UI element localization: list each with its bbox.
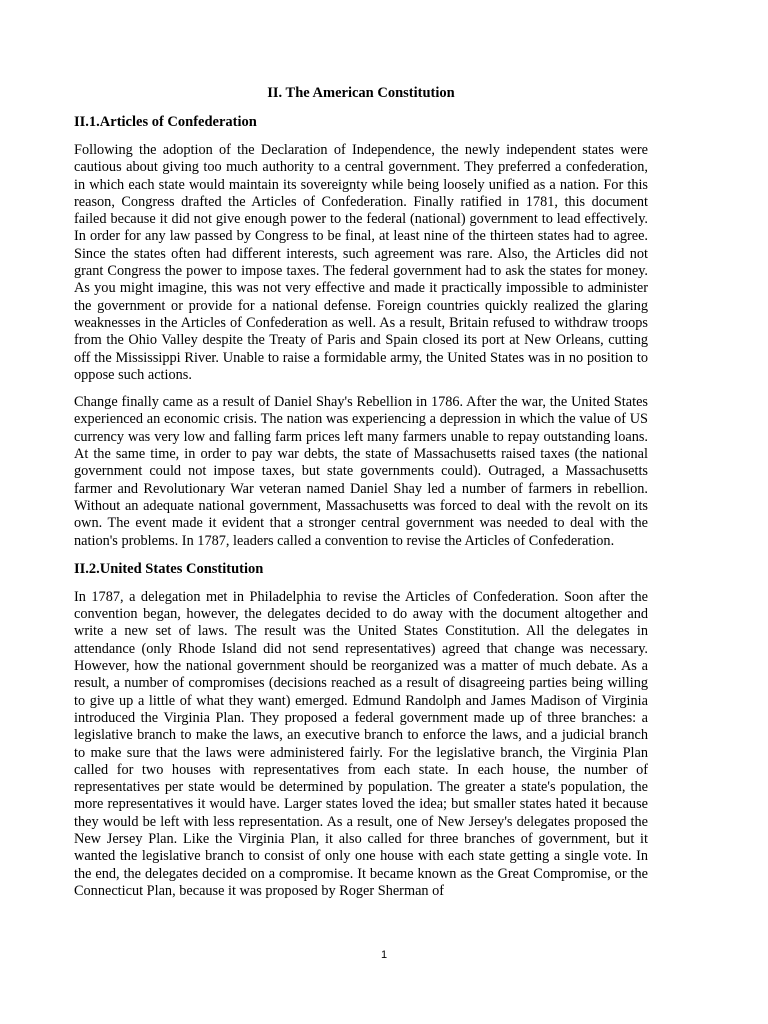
section-heading: II.1.Articles of Confederation bbox=[74, 114, 257, 130]
document-title: II. The American Constitution bbox=[267, 85, 455, 101]
paragraph: In 1787, a delegation met in Philadelphia to revise the Articles of Confederation. Soon after the convention began, however, the delegates decided to do away with the document altogether and write a new set of laws. The result was the United States Constitution. All the delegates in attendance (only Rhode Island did not send representatives) agreed that change was necessary. However, how the national government should be reorganized was a matter of much debate. As a result, a number of compromises (decisions reached as a result of disagreeing parties being willing to give up a little of what they want) emerged. Edmund Randolph and James Madison of Virginia introduced the Virginia Plan. They proposed a federal government made up of three branches: a legislative branch to make the laws, an executive branch to enforce the laws, and a judicial branch to make sure that the laws were administered fairly. For the legislative branch, the Virginia Plan called for two houses with representatives from each state. In each house, the number of representatives per state would be determined by population. The greater a state's population, the more representatives it would have. Larger states loved the idea; but smaller states hated it because they would be left with less representation. As a result, one of New Jersey's delegates proposed the New Jersey Plan. Like the Virginia Plan, it also called for three branches of government, but it wanted the legislative branch to consist of only one house with each state getting a single vote. In the end, the delegates decided on a compromise. It became known as the Great Compromise, or the Connecticut Plan, because it was proposed by Roger Sherman of bbox=[74, 588, 648, 899]
section-articles-of-confederation bbox=[74, 113, 648, 550]
section-heading: II.2.United States Constitution bbox=[74, 560, 264, 577]
page-number: 1 bbox=[380, 949, 388, 961]
paragraph: Following the adoption of the Declaration of Independence, the newly independent states were cautious about giving too much authority to a central government. They preferred a confederation, in which each state would maintain its sovereignty while being loosely unified as a nation. For this reason, Congress drafted the Articles of Confederation. Finally ratified in 1781, this document failed because it did not give enough power to the federal (national) government to lead effectively. In order for any law passed by Congress to be final, at least nine of the thirteen states had to agree. Since the states often had different interests, such agreement was rare. Also, the Articles did not grant Congress the power to impose taxes. The federal government had to ask the states for money. As you might imagine, this was not very effective and made it practically impossible to administer the government or provide for a national defense. Foreign countries quickly realized the glaring weaknesses in the Articles of Confederation as well. As a result, Britain refused to withdraw troops from the Ohio Valley despite the Treaty of Paris and Spain closed its port at New Orleans, cutting off the Mississippi River. Unable to raise a formidable army, the United States was in no position to oppose such actions. bbox=[74, 142, 648, 383]
section-united-states-constitution bbox=[74, 560, 648, 900]
paragraph: Change finally came as a result of Daniel Shay's Rebellion in 1786. After the war, the United States experienced an economic crisis. The nation was experiencing a depression in which the value of US currency was very low and falling farm prices left many farmers unable to repay outstanding loans. At the same time, in order to pay war debts, the state of Massachusetts raised taxes (the national government could not impose taxes, but state governments could). Outraged, a Massachusetts farmer and Revolutionary War veteran named Daniel Shay led a number of farmers in rebellion. Without an adequate national government, Massachusetts was forced to deal with the revolt on its own. The event made it evident that a stronger central government was needed to deal with the nation's problems. In 1787, leaders called a convention to revise the Articles of Confederation. bbox=[74, 394, 648, 549]
document-page bbox=[74, 84, 648, 910]
